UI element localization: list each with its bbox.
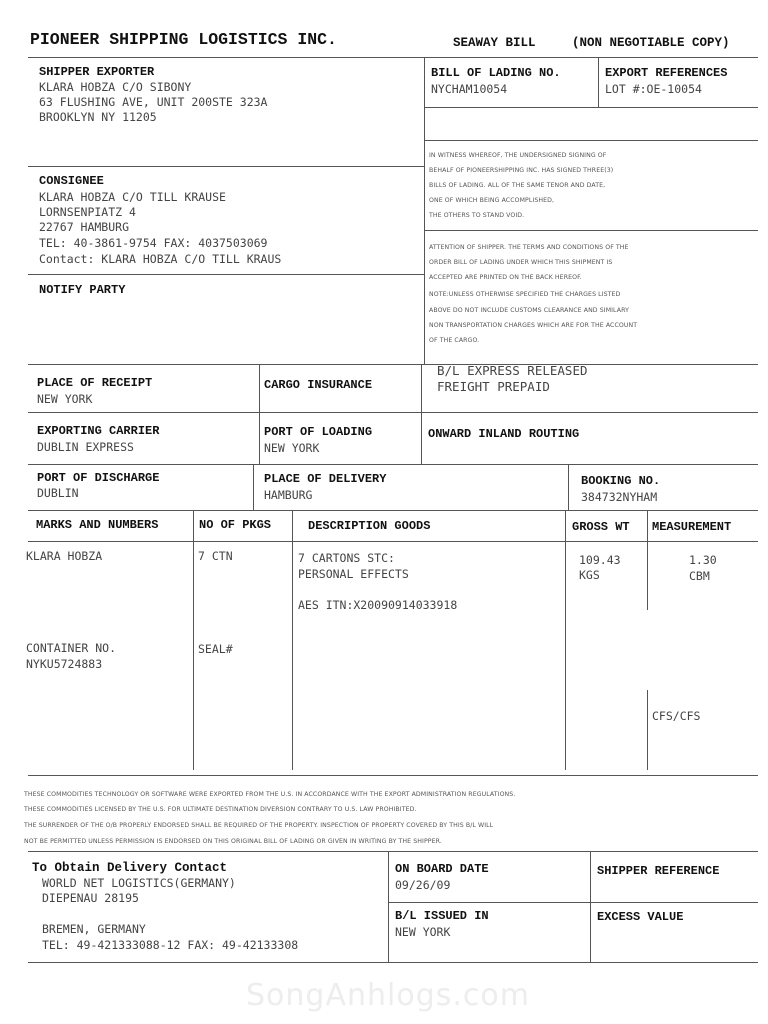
measurement-header: MEASUREMENT	[652, 520, 732, 534]
gross-weight-value: 109.43	[579, 553, 621, 567]
booking-number-label: BOOKING NO.	[581, 474, 661, 488]
document-type: SEAWAY BILL	[453, 36, 536, 50]
booking-number-value: 384732NYHAM	[581, 490, 658, 504]
bill-of-lading-label: BILL OF LADING NO.	[431, 66, 561, 80]
container-number-label: CONTAINER NO.	[26, 641, 117, 655]
excess-value-label: EXCESS VALUE	[597, 910, 684, 924]
witness-clause-line-3: BILLS OF LADING. ALL OF THE SAME TENOR AND DATE,	[429, 182, 606, 189]
delivery-contact-line-4: BREMEN, GERMANY	[42, 922, 146, 936]
witness-clause-line-5: THE OTHERS TO STAND VOID.	[429, 212, 525, 219]
container-number-value: NYKU5724883	[26, 657, 103, 671]
place-of-delivery-label: PLACE OF DELIVERY	[264, 472, 387, 486]
no-of-pkgs-header: NO OF PKGS	[199, 518, 272, 532]
port-of-loading-label: PORT OF LOADING	[264, 425, 373, 439]
port-of-discharge-value: DUBLIN	[37, 486, 79, 500]
attention-clause-line-3: ACCEPTED ARE PRINTED ON THE BACK HEREOF.	[429, 274, 582, 281]
consignee-label: CONSIGNEE	[39, 174, 104, 188]
pkgs-value: 7 CTN	[198, 549, 233, 563]
attention-clause-line-7: OF THE CARGO.	[429, 337, 480, 344]
attention-clause-line-2: ORDER BILL OF LADING UNDER WHICH THIS SHIPMENT IS	[429, 259, 613, 266]
exporting-carrier-value: DUBLIN EXPRESS	[37, 440, 134, 454]
witness-clause-line-1: IN WITNESS WHEREOF, THE UNDERSIGNED SIGNING OF	[429, 152, 607, 159]
notify-party-label: NOTIFY PARTY	[39, 283, 126, 297]
delivery-contact-line-5: TEL: 49-421333088-12 FAX: 49-42133308	[42, 938, 299, 952]
place-of-receipt-value: NEW YORK	[37, 392, 93, 406]
measurement-value: 1.30	[689, 553, 717, 567]
place-of-receipt-label: PLACE OF RECEIPT	[37, 376, 153, 390]
consignee-line-2: LORNSENPIATZ 4	[39, 205, 136, 219]
freight-prepaid: FREIGHT PREPAID	[437, 379, 550, 394]
bl-issued-label: B/L ISSUED IN	[395, 909, 489, 923]
place-of-delivery-value: HAMBURG	[264, 488, 313, 502]
measurement-unit: CBM	[689, 569, 710, 583]
delivery-contact-label: To Obtain Delivery Contact	[32, 861, 228, 875]
shipper-reference-label: SHIPPER REFERENCE	[597, 864, 720, 878]
attention-clause-line-6: NON TRANSPORTATION CHARGES WHICH ARE FOR THE ACCOUNT	[429, 322, 638, 329]
description-goods-header: DESCRIPTION GOODS	[308, 519, 431, 533]
witness-clause-line-4: ONE OF WHICH BEING ACCOMPLISHED,	[429, 197, 555, 204]
export-clause-line-4: NOT BE PERMITTED UNLESS PERMISSION IS ENDORSED ON THIS ORIGINAL BILL OF LADING OR GIVEN IN WRITING BY THE SHIPPER.	[24, 838, 442, 845]
cfs-terms: CFS/CFS	[652, 709, 701, 723]
company-name: PIONEER SHIPPING LOGISTICS INC.	[30, 30, 337, 49]
consignee-line-4: TEL: 40-3861-9754 FAX: 4037503069	[39, 236, 268, 250]
consignee-line-5: Contact: KLARA HOBZA C/O TILL KRAUS	[39, 252, 282, 266]
bl-issued-value: NEW YORK	[395, 925, 451, 939]
consignee-line-1: KLARA HOBZA C/O TILL KRAUSE	[39, 190, 226, 204]
gross-weight-header: GROSS WT	[572, 520, 630, 534]
attention-clause-line-4: NOTE:UNLESS OTHERWISE SPECIFIED THE CHARGES LISTED	[429, 291, 621, 298]
marks-value: KLARA HOBZA	[26, 549, 103, 563]
shipper-line-2: 63 FLUSHING AVE, UNIT 200STE 323A	[39, 95, 268, 109]
on-board-date-value: 09/26/09	[395, 878, 451, 892]
onward-routing-label: ONWARD INLAND ROUTING	[428, 427, 580, 441]
exporting-carrier-label: EXPORTING CARRIER	[37, 424, 160, 438]
aes-itn: AES ITN:X20090914033918	[298, 598, 458, 612]
attention-clause-line-5: ABOVE DO NOT INCLUDE CUSTOMS CLEARANCE AND SIMILARY	[429, 307, 629, 314]
shipper-label: SHIPPER EXPORTER	[39, 65, 155, 79]
bill-of-lading-number: NYCHAM10054	[431, 82, 508, 96]
export-clause-line-3: THE SURRENDER OF THE O/B PROPERLY ENDORSED SHALL BE REQUIRED OF THE PROPERTY. INSPECTION OF PROPERTY COVERED BY THIS B/L WILL	[24, 822, 494, 829]
export-references-label: EXPORT REFERENCES	[605, 66, 728, 80]
shipper-line-3: BROOKLYN NY 11205	[39, 110, 157, 124]
attention-clause-line-1: ATTENTION OF SHIPPER. THE TERMS AND CONDITIONS OF THE	[429, 244, 629, 251]
watermark: SongAnhlogs.com	[246, 978, 530, 1013]
on-board-date-label: ON BOARD DATE	[395, 862, 489, 876]
seal-label: SEAL#	[198, 642, 233, 656]
express-release: B/L EXPRESS RELEASED	[437, 363, 588, 378]
port-of-discharge-label: PORT OF DISCHARGE	[37, 471, 160, 485]
shipper-line-1: KLARA HOBZA C/O SIBONY	[39, 80, 192, 94]
export-clause-line-2: THESE COMMODITIES LICENSED BY THE U.S. FOR ULTIMATE DESTINATION DIVERSION CONTRARY TO U.S. LAW PROHIBITED.	[24, 806, 417, 813]
cargo-insurance-label: CARGO INSURANCE	[264, 378, 373, 392]
description-line-2: PERSONAL EFFECTS	[298, 567, 409, 581]
export-references-value: LOT #:OE-10054	[605, 82, 702, 96]
port-of-loading-value: NEW YORK	[264, 441, 320, 455]
witness-clause-line-2: BEHALF OF PIONEERSHIPPING INC. HAS SIGNED THREE(3)	[429, 167, 614, 174]
gross-weight-unit: KGS	[579, 568, 600, 582]
export-clause-line-1: THESE COMMODITIES TECHNOLOGY OR SOFTWARE WERE EXPORTED FROM THE U.S. IN ACCORDANCE WITH THE EXPORT ADMINISTRATION REGULATIONS.	[24, 791, 516, 798]
negotiable-notice: (NON NEGOTIABLE COPY)	[572, 36, 730, 50]
consignee-line-3: 22767 HAMBURG	[39, 220, 130, 234]
delivery-contact-line-1: WORLD NET LOGISTICS(GERMANY)	[42, 876, 236, 890]
description-line-1: 7 CARTONS STC:	[298, 551, 395, 565]
delivery-contact-line-2: DIEPENAU 28195	[42, 891, 139, 905]
marks-numbers-header: MARKS AND NUMBERS	[36, 518, 159, 532]
